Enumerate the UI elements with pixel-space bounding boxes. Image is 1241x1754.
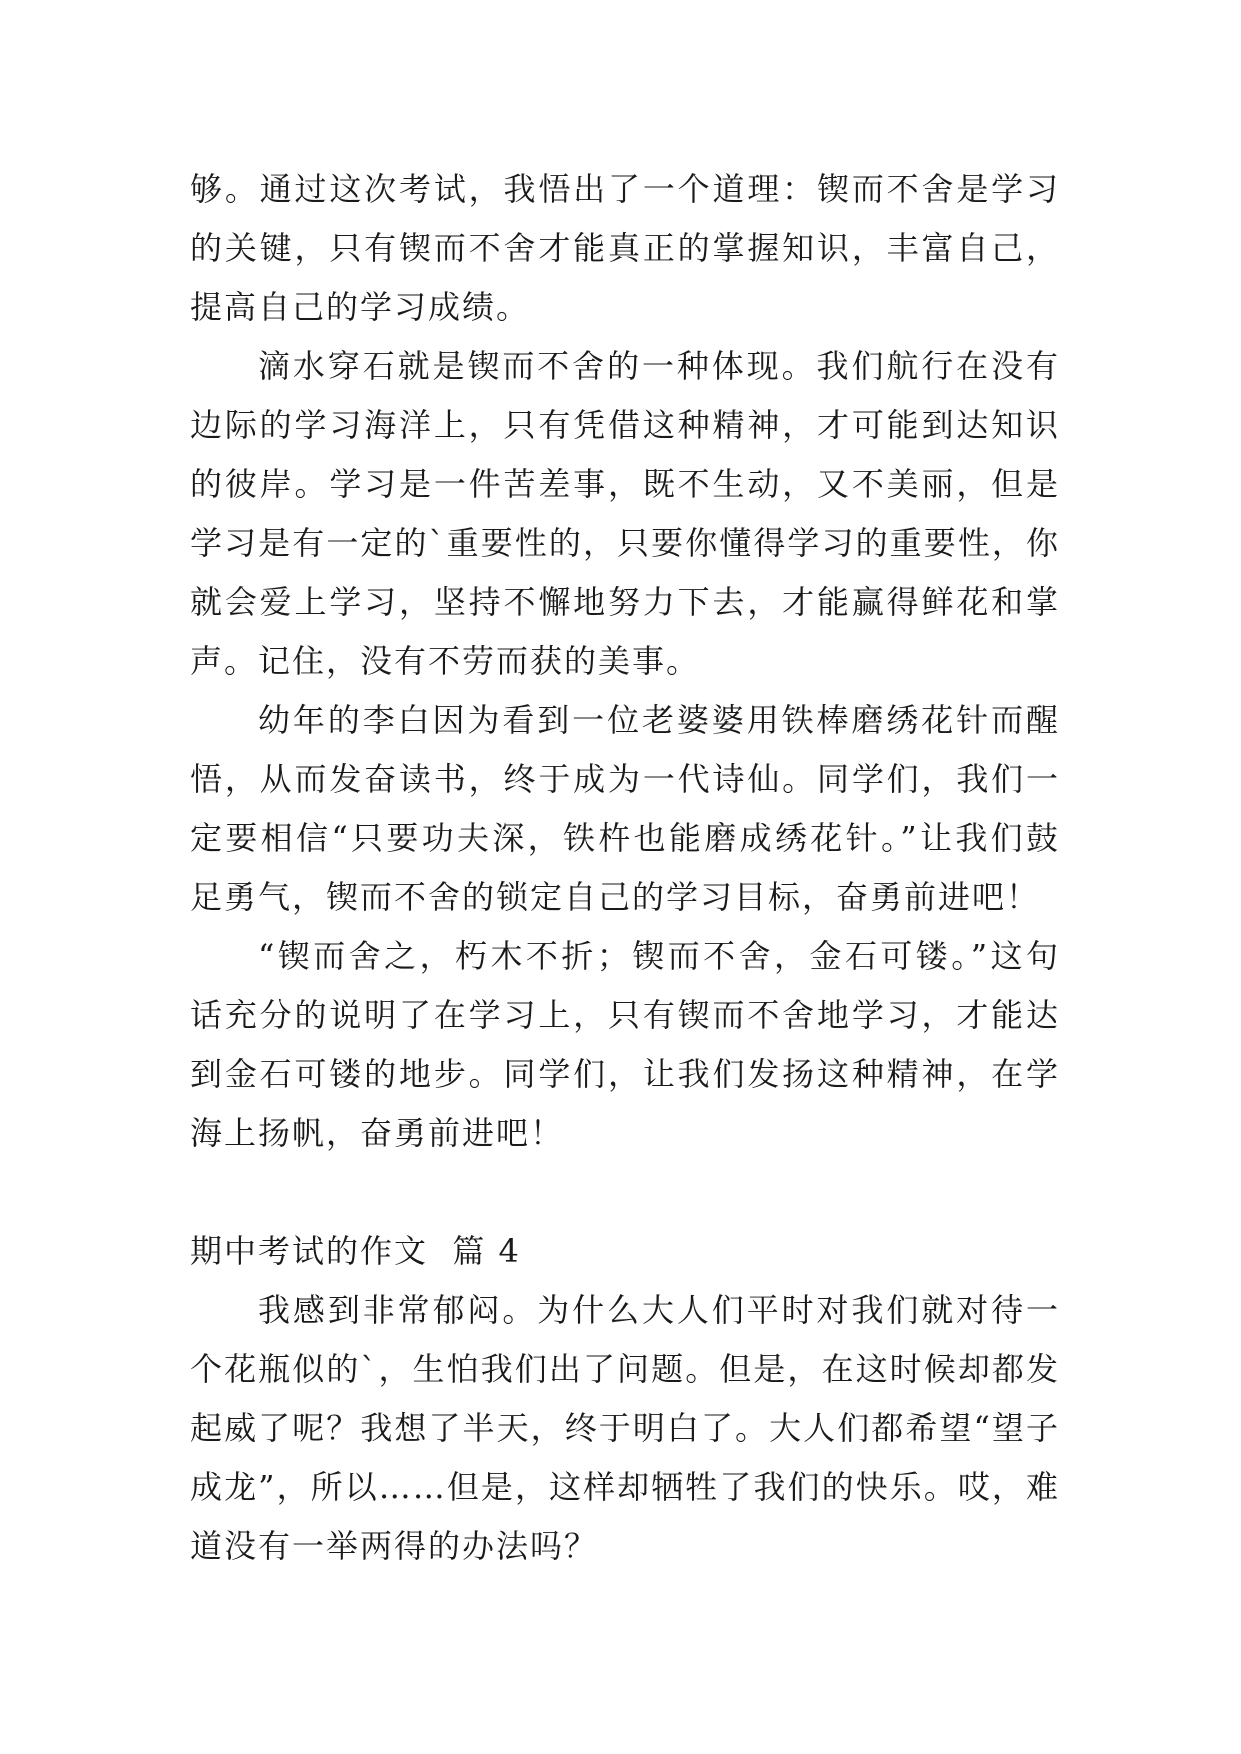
paragraph-depressed: 我感到非常郁闷。为什么大人们平时对我们就对待一个花瓶似的`，生怕我们出了问题。但是，在这时候却都发起威了呢？我想了半天，终于明白了。大人们都希望“望子成龙”，所以……但是，这样却牺牲了我们的快乐。哎，难道没有一举两得的办法吗？ (190, 1291, 1060, 1565)
paragraph-li-bai: 幼年的李白因为看到一位老婆婆用铁棒磨绣花针而醒悟，从而发奋读书，终于成为一代诗仙。同学们，我们一定要相信“只要功夫深，铁杵也能磨成绣花针。”让我们鼓足勇气，锲而不舍的锁定自己的学习目标，奋勇前进吧！ (190, 701, 1060, 916)
document-body (190, 160, 1060, 1576)
section-heading: 期中考试的作文 篇 4 (190, 1232, 521, 1270)
paragraph-quote: “锲而舍之，朽木不折；锲而不舍，金石可镂。”这句话充分的说明了在学习上，只有锲而不舍地学习，才能达到金石可镂的地步。同学们，让我们发扬这种精神，在学海上扬帆，奋勇前进吧！ (190, 937, 1060, 1152)
paragraph-dripping-water: 滴水穿石就是锲而不舍的一种体现。我们航行在没有边际的学习海洋上，只有凭借这种精神，才可能到达知识的彼岸。学习是一件苦差事，既不生动，又不美丽，但是学习是有一定的`重要性的，只要你懂得学习的重要性，你就会爱上学习，坚持不懈地努力下去，才能赢得鲜花和掌声。记住，没有不劳而获的美事。 (190, 347, 1060, 680)
paragraph-continuation: 够。通过这次考试，我悟出了一个道理：锲而不舍是学习的关键，只有锲而不舍才能真正的掌握知识，丰富自己，提高自己的学习成绩。 (190, 170, 1060, 326)
